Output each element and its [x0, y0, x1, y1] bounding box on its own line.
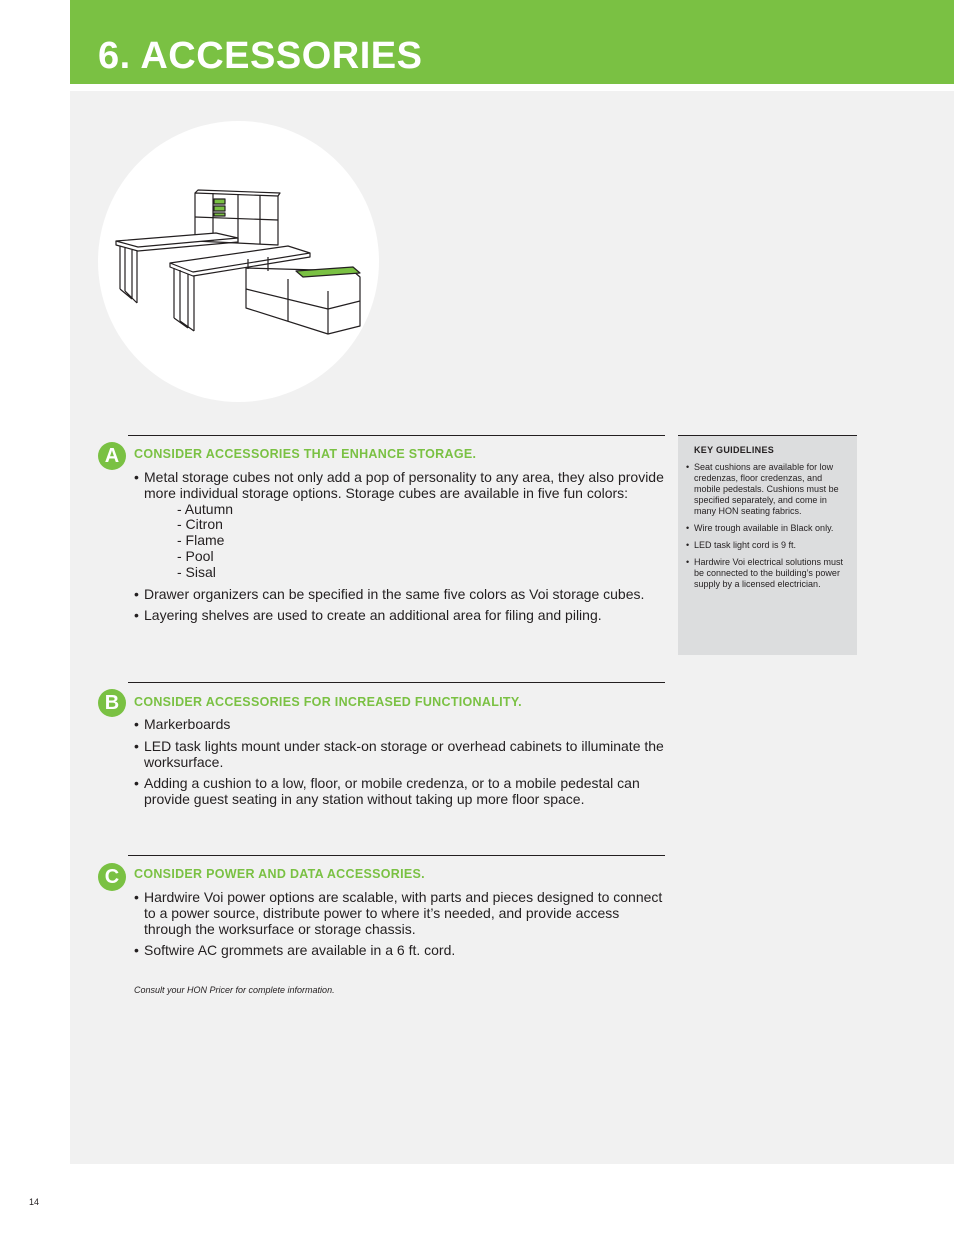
- bullet-list: [134, 890, 665, 965]
- color-item: - Citron: [177, 516, 223, 533]
- guideline-item: • Hardwire Voi electrical solutions must be connected to the building’s power supply by a licensed electrician.: [686, 557, 846, 590]
- color-item: - Sisal: [177, 563, 216, 580]
- desk-drawing-icon: [98, 121, 379, 402]
- bullet-list: [134, 470, 665, 630]
- list-item: • LED task lights mount under stack-on storage or overhead cabinets to illuminate the worksurface.: [134, 739, 665, 771]
- guideline-item: • LED task light cord is 9 ft.: [686, 540, 846, 551]
- section-divider: [128, 682, 665, 683]
- color-item: - Flame: [177, 532, 225, 549]
- section-divider: [128, 435, 665, 436]
- section-title: CONSIDER ACCESSORIES THAT ENHANCE STORAGE.: [134, 447, 477, 461]
- guidelines-list: [686, 462, 846, 596]
- guideline-item: • Seat cushions are available for low credenzas, floor credenzas, and mobile pedestals. Cushions must be specified separately, and come in many HON seating fabrics.: [686, 462, 846, 517]
- key-guidelines-box: [678, 435, 857, 655]
- list-item: [134, 470, 665, 581]
- page-header: [70, 0, 954, 84]
- color-list: [144, 502, 665, 581]
- page-title: 6. ACCESSORIES: [98, 35, 423, 77]
- list-item-text: Metal storage cubes not only add a pop of personality to any area, they also provide more individual storage options. Storage cubes are available in five fun colors:: [144, 469, 664, 501]
- footnote: Consult your HON Pricer for complete information.: [134, 985, 335, 995]
- furniture-illustration: [98, 121, 379, 402]
- page-number: 14: [29, 1197, 40, 1207]
- list-item: • Adding a cushion to a low, floor, or mobile credenza, or to a mobile pedestal can provide guest seating in any station without taking up more floor space.: [134, 776, 665, 808]
- list-item: • Drawer organizers can be specified in the same five colors as Voi storage cubes.: [134, 587, 665, 603]
- section-title: CONSIDER ACCESSORIES FOR INCREASED FUNCTIONALITY.: [134, 695, 522, 709]
- list-item: • Layering shelves are used to create an additional area for filing and piling.: [134, 608, 665, 624]
- section-badge: B: [98, 689, 126, 717]
- guideline-item: • Wire trough available in Black only.: [686, 523, 846, 534]
- list-item: • Hardwire Voi power options are scalable, with parts and pieces designed to connect to a power source, distribute power to where it’s needed, and provide access through the worksurface or storage chassis.: [134, 890, 665, 937]
- section-a: [98, 435, 665, 665]
- color-item: - Pool: [177, 547, 214, 564]
- section-title: CONSIDER POWER AND DATA ACCESSORIES.: [134, 867, 425, 881]
- section-b: [98, 682, 665, 842]
- color-item: - Autumn: [177, 500, 234, 517]
- section-c: [98, 855, 665, 975]
- section-badge: C: [98, 863, 126, 891]
- guidelines-title: KEY GUIDELINES: [694, 445, 775, 455]
- list-item: • Softwire AC grommets are available in a 6 ft. cord.: [134, 943, 665, 959]
- section-divider: [128, 855, 665, 856]
- bullet-list: [134, 717, 665, 814]
- list-item: • Markerboards: [134, 717, 665, 733]
- section-badge: A: [98, 442, 126, 470]
